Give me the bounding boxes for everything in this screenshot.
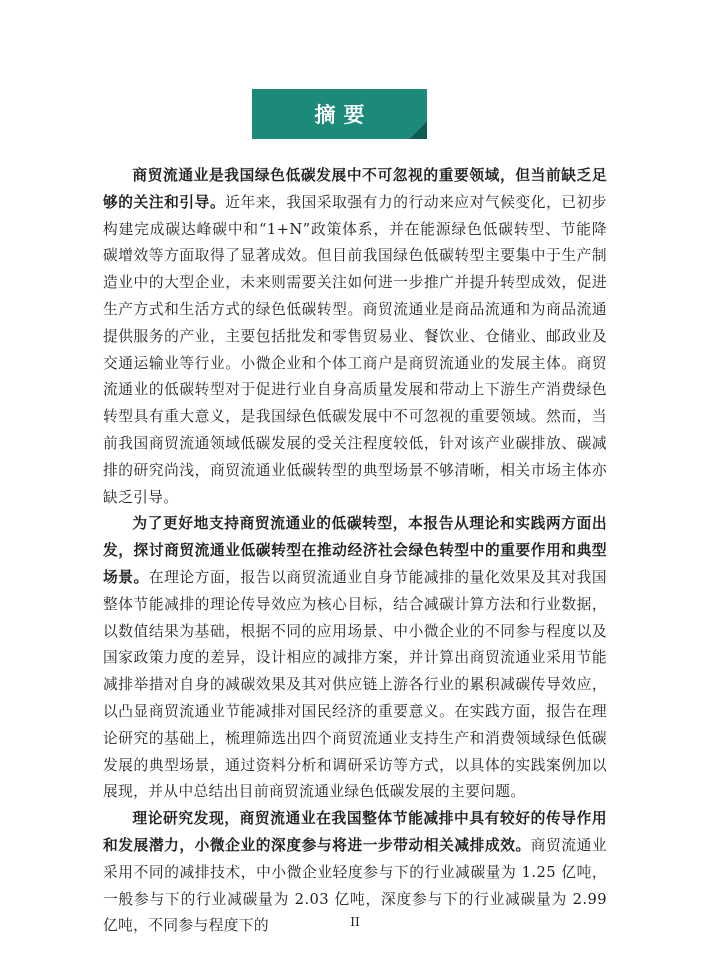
paragraph-lead: 理论研究发现，商贸流通业在我国整体节能减排中具有较好的传导作用和发展潜力，小微企业的深度参与将进一步带动相关减排成效。 bbox=[103, 810, 607, 854]
abstract-body bbox=[103, 163, 607, 940]
section-heading-banner bbox=[252, 89, 427, 139]
page-title: 摘要 bbox=[314, 103, 373, 127]
page-number: II bbox=[350, 915, 360, 929]
paragraph-text: 在理论方面，报告以商贸流通业自身节能减排的量化效果及其对我国整体节能减排的理论传导效应为核心目标，结合减碳计算方法和行业数据，以数值结果为基础，根据不同的应用场景、中小微企业的不同参与程度以及国家政策力度的差异，设计相应的减排方案，并计算出商贸流通业采用节能减排举措对自身的减碳效果及其对供应链上游各行业的累积减碳传导效应，以凸显商贸流通业节能减排对国民经济的重要意义。在实践方面，报告在理论研究的基础上，梳理筛选出四个商贸流通业支持生产和消费领域绿色低碳发展的典型场景，通过资料分析和调研采访等方式，以具体的实践案例加以展现，并从中总结出目前商贸流通业绿色低碳发展的主要问题。 bbox=[103, 568, 607, 801]
paragraph-lead: 商贸流通业是我国绿色低碳发展中不可忽视的重要领域，但当前缺乏足够的关注和引导。 bbox=[103, 167, 607, 211]
paragraph-2 bbox=[103, 511, 607, 806]
paragraph-text: 商贸流通业采用不同的减排技术，中小微企业轻度参与下的行业减碳量为 1.25 亿吨，一般参与下的行业减碳量为 2.03 亿吨，深度参与下的行业减碳量为 2.99 亿吨，不同参与程度下的 bbox=[103, 836, 607, 935]
paragraph-text: 近年来，我国采取强有力的行动来应对气候变化，已初步构建完成碳达峰碳中和“1+N”政策体系，并在能源绿色低碳转型、节能降碳增效等方面取得了显著成效。但目前我国绿色低碳转型主要集中于生产制造业中的大型企业，未来则需要关注如何进一步推广并提升转型成效，促进生产方式和生活方式的绿色低碳转型。商贸流通业是商品流通和为商品流通提供服务的产业，主要包括批发和零售贸易业、餐饮业、仓储业、邮政业及交通运输业等行业。小微企业和个体工商户是商贸流通业的发展主体。商贸流通业的低碳转型对于促进行业自身高质量发展和带动上下游生产消费绿色转型具有重大意义，是我国绿色低碳发展中不可忽视的重要领域。然而，当前我国商贸流通领域低碳发展的受关注程度较低，针对该产业碳排放、碳减排的研究尚浅，商贸流通业低碳转型的典型场景不够清晰，相关市场主体亦缺乏引导。 bbox=[103, 193, 607, 506]
paragraph-lead: 为了更好地支持商贸流通业的低碳转型，本报告从理论和实践两方面出发，探讨商贸流通业低碳转型在推动经济社会绿色转型中的重要作用和典型场景。 bbox=[103, 515, 607, 586]
paragraph-1 bbox=[103, 163, 607, 511]
